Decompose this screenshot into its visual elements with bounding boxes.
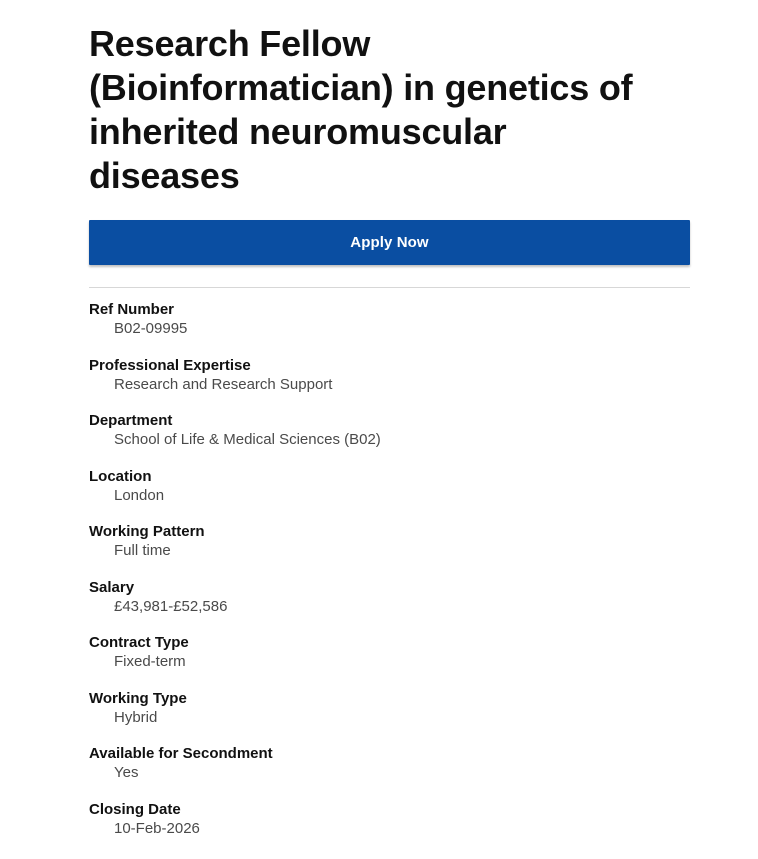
detail-label: Working Pattern (89, 523, 205, 540)
detail-location (89, 467, 690, 523)
page-title: Research Fellow (Bioinformatician) in genetics of inherited neuromuscular diseases (89, 23, 633, 196)
detail-value: School of Life & Medical Sciences (B02) (114, 431, 381, 448)
detail-value: Full time (114, 542, 171, 559)
divider (89, 287, 690, 288)
detail-department (89, 411, 690, 467)
detail-value: 10-Feb-2026 (114, 819, 200, 837)
detail-value: Fixed-term (114, 653, 186, 670)
detail-label: Available for Secondment (89, 745, 273, 762)
detail-label: Working Type (89, 689, 187, 707)
detail-value: London (114, 486, 165, 504)
detail-label: Professional Expertise (89, 356, 251, 374)
job-posting (89, 22, 690, 855)
job-details-list (89, 300, 690, 855)
detail-value: B02-09995 (114, 320, 188, 337)
detail-value: Hybrid (114, 708, 158, 726)
detail-label: Ref Number (89, 301, 175, 318)
detail-value: Research and Research Support (114, 375, 333, 393)
detail-ref-number (89, 300, 690, 356)
detail-salary (89, 578, 690, 634)
detail-label: Location (89, 467, 152, 485)
detail-closing-date (89, 800, 690, 856)
detail-available-for-secondment (89, 744, 690, 800)
detail-professional-expertise (89, 356, 690, 412)
detail-label: Department (89, 412, 173, 429)
detail-label: Closing Date (89, 800, 181, 818)
detail-contract-type (89, 633, 690, 689)
detail-value: £43,981-£52,586 (114, 597, 228, 615)
detail-working-pattern (89, 522, 690, 578)
detail-label: Salary (89, 578, 135, 596)
apply-now-button[interactable]: Apply Now (89, 220, 690, 265)
detail-label: Contract Type (89, 634, 189, 651)
detail-working-type (89, 689, 690, 745)
detail-value: Yes (114, 764, 139, 781)
